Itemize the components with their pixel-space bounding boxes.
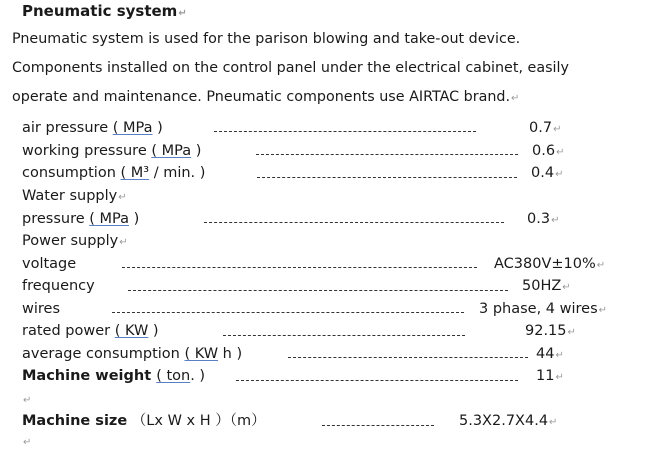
spec-heading-power-supply: Power supply↵ xyxy=(22,233,128,249)
leader-dashes xyxy=(128,290,508,291)
spec-value-rated-power: 92.15↵ xyxy=(525,323,576,339)
spec-label-machine-weight: Machine weight ( ton. ) xyxy=(22,368,206,384)
leader-dashes xyxy=(236,380,518,381)
leader-dashes xyxy=(214,131,476,132)
spec-value-average-consumption: 44↵ xyxy=(536,346,564,362)
leader-dashes xyxy=(204,222,504,223)
paragraph-line-3: operate and maintenance. Pneumatic components use AIRTAC brand.↵ xyxy=(12,89,520,105)
spec-label-average-consumption: average consumption ( KW h ) xyxy=(22,346,243,362)
section-title: Pneumatic system↵ xyxy=(22,2,187,20)
spec-value-consumption: 0.4↵ xyxy=(531,165,564,181)
spec-value-frequency: 50HZ↵ xyxy=(522,278,571,294)
spec-value-machine-weight: 11↵ xyxy=(536,368,564,384)
spec-label-machine-size: Machine size （Lx W x H ）（m） xyxy=(22,413,266,429)
spec-label-water-pressure: pressure ( MPa ) xyxy=(22,211,140,227)
spec-label-consumption: consumption ( M³ / min. ) xyxy=(22,165,206,181)
paragraph-line-1: Pneumatic system is used for the parison blowing and take-out device. xyxy=(12,31,521,47)
spec-heading-water-supply: Water supply↵ xyxy=(22,188,127,204)
empty-paragraph-mark: ↵ xyxy=(23,395,32,406)
paragraph-line-2: Components installed on the control panel under the electrical cabinet, easily xyxy=(12,60,569,76)
spec-label-working-pressure: working pressure ( MPa ) xyxy=(22,143,202,159)
leader-dashes xyxy=(256,154,518,155)
spec-value-voltage: AC380V±10%↵ xyxy=(494,256,606,272)
leader-dashes xyxy=(223,335,465,336)
spec-label-air-pressure: air pressure ( MPa ) xyxy=(22,120,163,136)
spec-label-wires: wires xyxy=(22,301,61,317)
spec-value-working-pressure: 0.6↵ xyxy=(532,143,565,159)
leader-dashes xyxy=(112,312,464,313)
spec-value-machine-size: 5.3X2.7X4.4↵ xyxy=(459,413,558,429)
spec-value-wires: 3 phase, 4 wires↵ xyxy=(479,301,608,317)
spec-label-rated-power: rated power ( KW ) xyxy=(22,323,159,339)
leader-dashes xyxy=(257,177,517,178)
spec-value-water-pressure: 0.3↵ xyxy=(527,211,560,227)
spec-label-voltage: voltage xyxy=(22,256,77,272)
spec-value-air-pressure: 0.7↵ xyxy=(529,120,562,136)
leader-dashes xyxy=(322,425,434,426)
trailing-paragraph-mark: ↵ xyxy=(23,437,32,448)
leader-dashes xyxy=(122,267,477,268)
leader-dashes xyxy=(288,357,528,358)
spec-label-frequency: frequency xyxy=(22,278,95,294)
